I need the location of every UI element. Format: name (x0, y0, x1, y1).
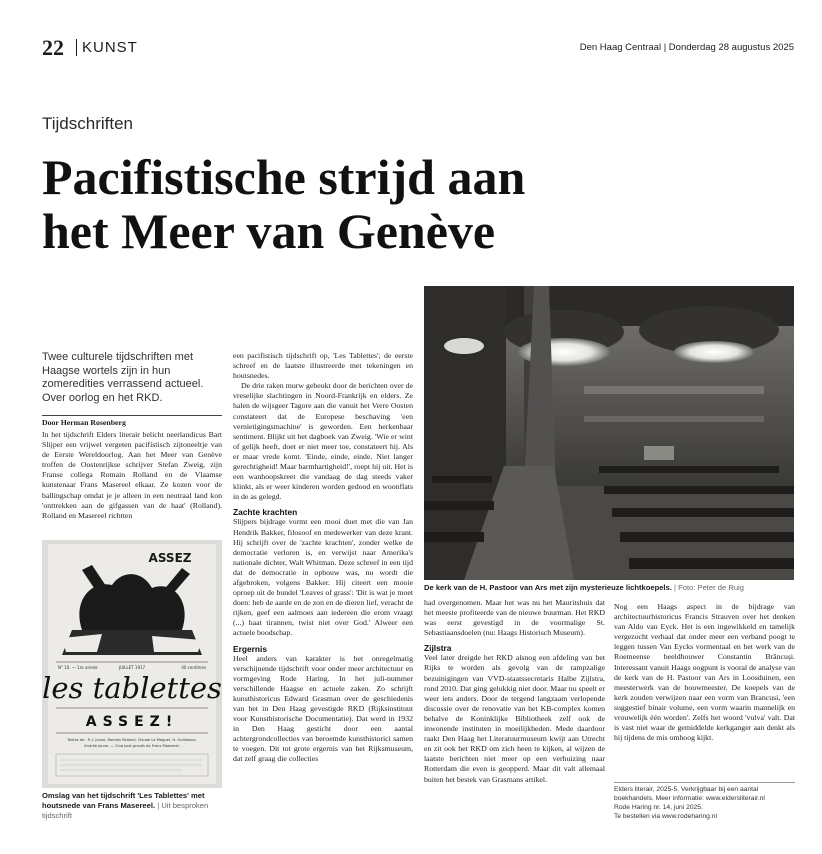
church-photo (424, 286, 794, 580)
article-kicker: Tijdschriften (42, 114, 134, 133)
photo-credit: | Foto: Peter de Ruig (674, 583, 744, 592)
article-byline: Door Herman Rosenberg (42, 415, 222, 428)
subheading-zachte-krachten: Zachte krachten (233, 507, 298, 518)
source-line: Rode Haring nr. 14, juni 2025. (614, 804, 703, 811)
paragraph: had overgenomen. Maar het was nu het Mauritshuis dat het meeste profiteerde van de nieuwe buurman. Het RKD was eerst gevestigd in de voormalige St. Sebastiaansdoelen (nu: Haags Historisch Museum). (424, 598, 605, 638)
magazine-cover (42, 540, 222, 788)
paragraph: een pacifistisch tijdschrift op, 'Les Tablettes'; de eerste schreef en de laatste illustreerde met tekeningen en houtsnedes. (233, 351, 413, 381)
page-number: 22 (42, 35, 64, 60)
cover-top-word: ASSEZ (148, 551, 192, 565)
cover-issue-number: N° 10. — 1re année (58, 665, 98, 670)
source-line: Elders literair, 2025-5. Verkrijgbaar bij een aantal boekhandels. Meer informatie: www.eldersliterair.nl (614, 786, 765, 802)
cover-price: 40 centimes (181, 665, 206, 670)
paragraph: Nog een Haags aspect in de bijdrage van architectuurhistoricus Francis Strauven over het denken van Aldo van Eyck. Het is een ingewikkeld en tamelijk vergezocht verhaal dat onder meer een verband poogt te leggen tussen Van Eycks vormentaal en het werk van de Roemeense beeldhouwer Constantin Brâncuși. Interessant vanuit Haags oogpunt is vooral de analyse van de kerk van de H. Pastoor van Ars in Loosduinen, een meesterwerk van de bouwmeester. De koepels van de kerk zouden verwijzen naar een vorm van Brancusi, 'een suggestief binair volume, een vorm waarin mannelijk en vrouwelijk één worden'. Zelfs het woord 'vulva' valt. Dat is vast niet waar de gemiddelde kerkganger aan denkt als hij tijdens de mis omhoog kijkt. (614, 602, 796, 743)
cover-slogan: ASSEZ! (85, 714, 179, 730)
article-title: Pacifistische strijd aan het Meer van Genève (42, 149, 526, 259)
cover-month: JUILLET 1917 (118, 665, 146, 670)
article-intro: Twee culturele tijdschriften met Haagse wortels zijn in hun zomeredities verrassend actueel. Over oorlog en het RKD. (42, 351, 204, 404)
text-column-3 (424, 598, 605, 785)
paragraph: De drie raken murw gebeukt door de berichten over de vreselijke slachtingen in Noord-Frankrijk en elders. Ze halen de wijsgeer Tagore aan die vanuit het Verre Oosten constateert dat de Europese beschaving 'een vernietigingsmachine' is geworden. Een herkenbaar sentiment. Blijkt uit het dagboek van Zweig. 'Wie er wint of gelijk heeft, doet er niet meer toe, constateert hij. Als er maar vrede komt. 'Einde, einde, einde. Niet langer gerechtigheid! Maar barmhartigheid!', roept hij uit. Het is een wanhoopskreet die vandaag de dag steeds vaker klinkt, als er weer kinderen worden gedood en woonflats in de as gelegd. (233, 381, 413, 502)
header-divider (76, 39, 77, 56)
cover-caption (42, 791, 222, 821)
paragraph: Heel anders van karakter is het onregelmatig verschijnende tijdschrift voor onder meer architectuur en vormgeving Rode Haring. In het juli-nummer verschillende Haagse en actuele zaken. Zo schrijft kunsthistoricus Edward Grasman over de geschiedenis van het in Den Haag gevestigde RKD (Rijksinstituut voor Kunsthistorische Documentatie). Dat werd in 1932 in Den Haag gesticht door een aantal achtergrondcollecties van beroemde kunsthistorici samen te voegen. Dit tot grote ergernis van het Rijksmuseum, dat zelf graag die collecties (233, 653, 413, 764)
subheading-ergernis: Ergernis (233, 643, 267, 654)
paragraph: Slijpers bijdrage vormt een mooi duet met die van Jan Hendrik Bakker, filosoof en medewerker van deze krant. Hij schrijft over de 'zachte krachten', zonder welke de democratie verloren is, en verwijst naar Amerika's nationale dichter, Walt Whitman. Deze schreef in een tijd dat de democratie in opbouw was, nu wordt die afgebroken, volgens Bakker. Hij citeert een mooie oproep uit de bundel 'Leaves of grass': 'Dit is wat je moet doen: heb de aarde en de zon en de dieren lief, veracht de rijken, geef een aalmoes aan iedereen die erom vraagt (...) haat tirannen, twist niet over God.' Alweer een actuele boodschap. (233, 517, 413, 638)
cover-masthead: les tablettes (42, 671, 222, 705)
cover-contents-line1: Textes de : P.-J. Jouve, Romain Rolland, Claude Le Maguet, H. Guilbeaux, (67, 738, 197, 742)
section-label: KUNST (82, 39, 138, 56)
paragraph: In het tijdschrift Elders literair belicht neerlandicus Bart Slijper een vrijwel vergeten pacifistisch zijtoneeltje van de Eerste Wereldoorlog. Aan het Meer van Genève troffen de Oostenrijkse schrijver Stefan Zweig, zijn Franse collega Romain Rolland en de Vlaamse kunstenaar Frans Masereel elkaar. Ze kozen voor de ballingschap omdat je je alleen in een neutraal land kon 'onttrekken aan de gifgassen van de haat' (Rolland). Rolland en Masereel richtten (42, 430, 222, 520)
edition-info: Den Haag Centraal | Donderdag 28 augustus 2025 (579, 42, 794, 53)
subheading-zijlstra: Zijlstra (424, 643, 452, 654)
text-column-1 (42, 430, 222, 521)
photo-caption-text: De kerk van de H. Pastoor van Ars met zijn mysterieuze lichtkoepels. (424, 583, 672, 592)
page-header (42, 36, 794, 62)
sources-box (614, 782, 795, 821)
source-line: Te bestellen via www.rodeharing.nl (614, 813, 717, 820)
photo-caption (424, 583, 804, 593)
paragraph: Veel later dreigde het RKD alsnog een afdeling van het Rijks te worden als gevolg van de rampzalige bezuinigingen van VVD-staatssecretaris Halbe Zijlstra, rond 2010. Dat ging gelukkig niet door. Maar nu speelt er weer iets anders. Door de tergend langzaam verlopende discussie over de renovatie van het KB-complex komen behalve de Koninklijke Bibliotheek zelf ook de inwonende instituten in moeilijkheden. Mede daardoor raakt Den Haag het Literatuurmuseum kwijt aan Utrecht en zit ook het RKD om zich heen te kijken, al wijzen de laatste berichten niet meer op een verhuizing naar Rotterdam die even is geopperd. Maar dit valt allemaal buiten het bestek van Grasmans artikel. (424, 653, 605, 784)
text-column-2 (233, 351, 413, 765)
cover-credit: | Uit besproken tijdschrift (42, 801, 209, 820)
cover-contents-line2: Andrée Jouve. — Cinq bois gravés de Frans Masereel. (84, 744, 180, 748)
cover-caption-text: Omslag van het tijdschrift 'Les Tablettes' met houtsnede van Frans Masereel. (42, 791, 205, 810)
text-column-4 (614, 602, 795, 743)
